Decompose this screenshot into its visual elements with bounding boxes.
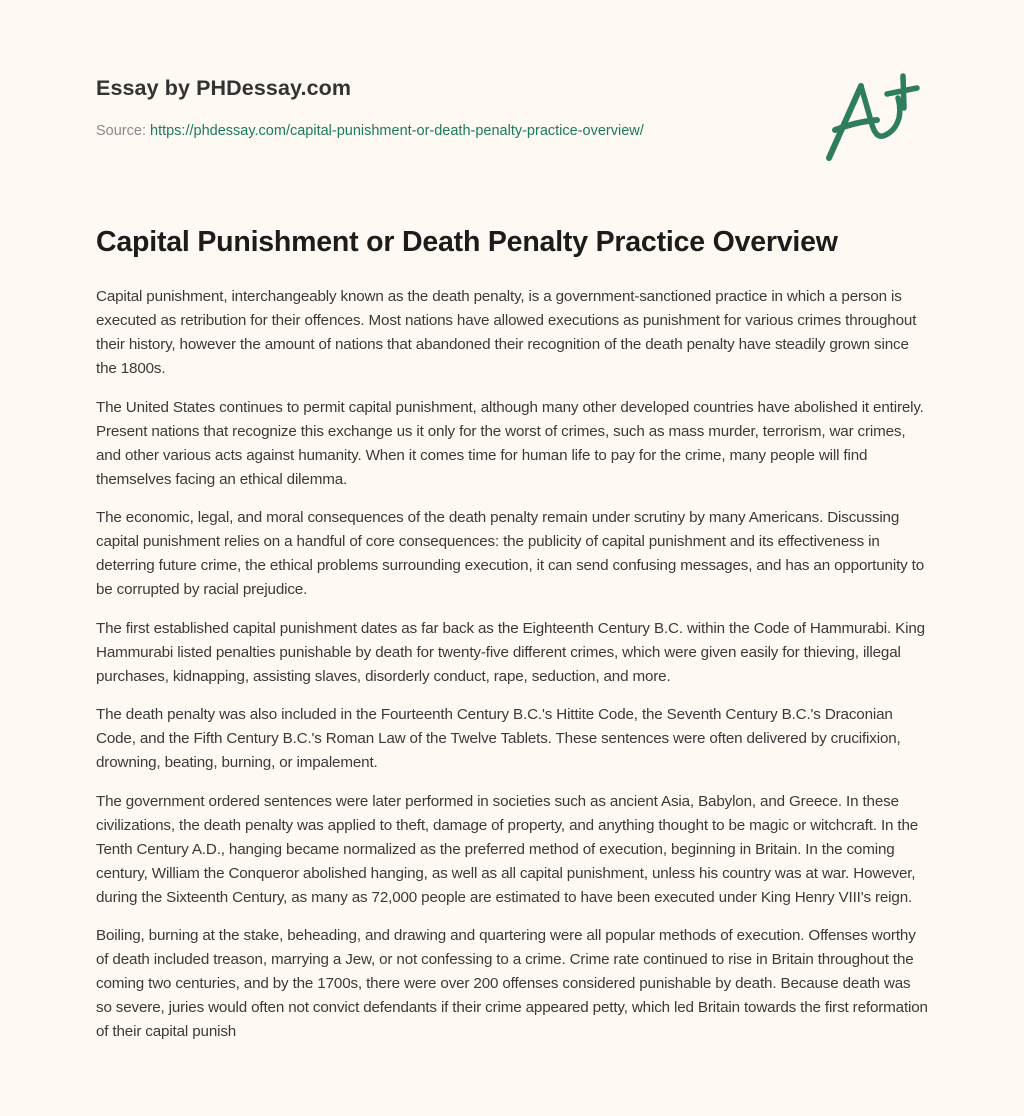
essay-paragraph: The United States continues to permit capital punishment, although many other developed countries have abolished it entirely. Present nations that recognize this exchange us it only for the worst of crimes, such as mass murder, terrorism, war crimes, and other various acts against humanity. When it comes time for human life to pay for the crime, many people will find themselves facing an ethical dilemma. — [96, 398, 924, 488]
essay-title: Capital Punishment or Death Penalty Practice Overview — [96, 226, 838, 258]
essay-paragraph: The economic, legal, and moral consequences of the death penalty remain under scrutiny by many Americans. Discussing capital punishment relies on a handful of core consequences: the publicity of capital punishment and its effectiveness in deterring future crime, the ethical problems surrounding execution, it can send confusing messages, and has an opportunity to be corrupted by racial prejudice. — [96, 509, 925, 598]
essay-page — [96, 0, 928, 1040]
essay-paragraph: Boiling, burning at the stake, beheading, and drawing and quartering were all popular methods of execution. Offenses worthy of death included treason, marrying a Jew, or not confessing to a crime. Crime rate continued to rise in Britain throughout the coming two centuries, and by the 1700s, there were over 200 offenses considered punishable by death. Because death was so severe, juries would often not convict defendants if their crime appeared petty, which led Britain towards the first reformation of their capital punish — [96, 927, 928, 1040]
essay-paragraph: The first established capital punishment dates as far back as the Eighteenth Century B.C. within the Code of Hammurabi. King Hammurabi listed penalties punishable by death for twenty-five different crimes, which were given easily for thieving, illegal purchases, kidnapping, assisting slaves, disorderly conduct, rape, seduction, and more. — [96, 619, 925, 685]
essay-paragraph: Capital punishment, interchangeably known as the death penalty, is a government-sanctioned practice in which a person is executed as retribution for their offences. Most nations have allowed executions as punishment for various crimes throughout their history, however the amount of nations that abandoned their recognition of the death penalty have steadily grown since the 1800s. — [96, 288, 917, 377]
source-line — [96, 123, 644, 139]
essay-body — [96, 285, 928, 1059]
essay-paragraph: The death penalty was also included in the Fourteenth Century B.C.'s Hittite Code, the Seventh Century B.C.'s Draconian Code, and the Fifth Century B.C.'s Roman Law of the Twelve Tablets. These sentences were often delivered by crucifixion, drowning, beating, burning, or impalement. — [96, 706, 901, 771]
source-label: Source: — [96, 123, 150, 139]
site-brand: Essay by PHDessay.com — [96, 76, 352, 100]
page-header — [96, 0, 928, 200]
essay-paragraph: The government ordered sentences were later performed in societies such as ancient Asia, Babylon, and Greece. In these civilizations, the death penalty was applied to theft, damage of property, and anything thought to be magic or witchcraft. In the Tenth Century A.D., hanging became normalized as the preferred method of execution, beginning in Britain. In the coming century, William the Conqueror abolished hanging, as well as all capital punishment, unless his country was at war. However, during the Sixteenth Century, as many as 72,000 people are estimated to have been executed under King Henry VIII's reign. — [96, 792, 919, 906]
a-plus-grade-icon — [821, 66, 931, 166]
source-link[interactable]: https://phdessay.com/capital-punishment-or-death-penalty-practice-overview/ — [150, 123, 644, 139]
